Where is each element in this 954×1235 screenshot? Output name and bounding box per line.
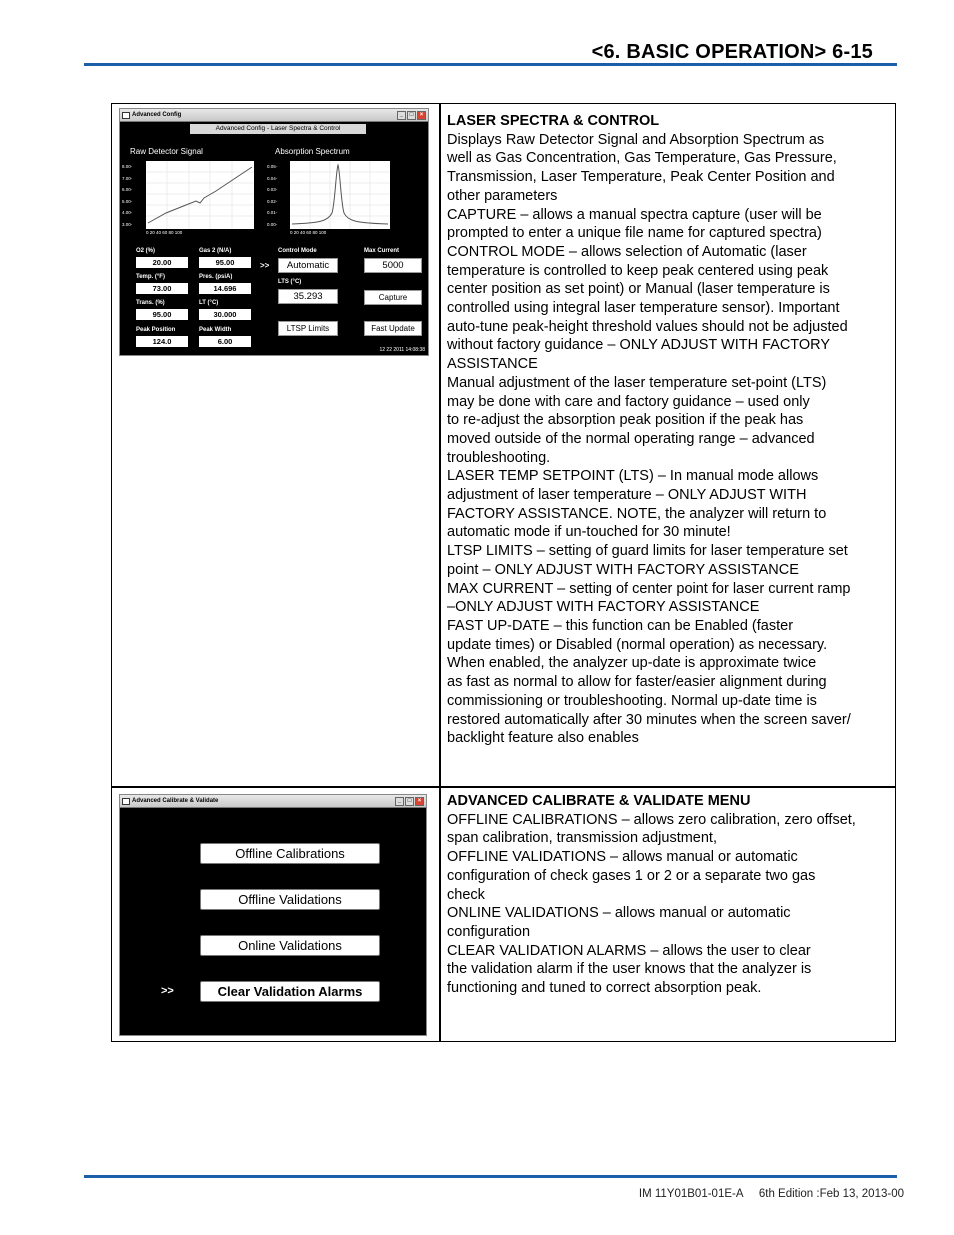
window-title: Advanced Calibrate & Validate bbox=[132, 798, 219, 804]
description-line: MAX CURRENT – setting of center point for laser current ramp bbox=[447, 580, 851, 597]
laser-spectra-screenshot bbox=[119, 108, 429, 356]
window-title: Advanced Config bbox=[132, 112, 182, 118]
app-icon bbox=[122, 112, 130, 119]
raw-ytick: 6.00- bbox=[122, 187, 133, 192]
window-titlebar bbox=[120, 795, 426, 808]
abs-ytick: 0.03- bbox=[267, 187, 278, 192]
footer-rule bbox=[84, 1175, 897, 1178]
description-line: commissioning or troubleshooting. Normal up-date time is bbox=[447, 692, 817, 709]
raw-ytick: 8.00- bbox=[122, 164, 133, 169]
description-line: ONLINE VALIDATIONS – allows manual or automatic bbox=[447, 905, 791, 922]
maximize-icon: □ bbox=[405, 797, 414, 806]
fast-update-button: Fast Update bbox=[364, 321, 422, 336]
minimize-icon: _ bbox=[395, 797, 404, 806]
abs-ytick: 0.00- bbox=[267, 221, 278, 227]
description-line: Transmission, Laser Temperature, Peak Center Position and bbox=[447, 169, 835, 186]
screen-subtitle: Advanced Config - Laser Spectra & Control bbox=[190, 124, 366, 134]
description-line: functioning and tuned to correct absorption peak. bbox=[447, 980, 762, 997]
page-header bbox=[84, 38, 897, 66]
abs-ytick: 0.05- bbox=[267, 164, 278, 169]
lts-value: 35.293 bbox=[278, 289, 338, 304]
description-line: adjustment of laser temperature – ONLY ADJUST WITH bbox=[447, 487, 807, 504]
abs-ytick: 0.01- bbox=[267, 210, 278, 215]
description-line: center position as set point) or Manual (laser temperature is bbox=[447, 281, 830, 298]
peak-width-label: Peak Width bbox=[199, 327, 232, 333]
peak-position-label: Peak Position bbox=[136, 327, 176, 333]
description-line: automatic mode if un-touched for 30 minute! bbox=[447, 524, 731, 541]
description-line: LASER TEMP SETPOINT (LTS) – In manual mode allows bbox=[447, 468, 819, 485]
description-line: Displays Raw Detector Signal and Absorption Spectrum as bbox=[447, 131, 825, 148]
section-heading: ADVANCED CALIBRATE & VALIDATE MENU bbox=[447, 793, 751, 809]
raw-ytick: 4.00- bbox=[122, 210, 133, 215]
description-line: CAPTURE – allows a manual spectra capture (user will be bbox=[447, 206, 822, 223]
o2-value: 20.00 bbox=[136, 257, 188, 268]
header-rule bbox=[84, 63, 897, 66]
description-line: controlled using integral laser temperature sensor). Important bbox=[447, 300, 840, 317]
gas2-label: Gas 2 (N/A) bbox=[199, 248, 232, 254]
description-line: restored automatically after 30 minutes when the screen saver/ bbox=[447, 711, 851, 728]
description-line: other parameters bbox=[447, 187, 558, 204]
description-line: well as Gas Concentration, Gas Temperature, Gas Pressure, bbox=[447, 150, 837, 167]
description-line: configuration bbox=[447, 923, 531, 940]
o2-label: O2 (%) bbox=[136, 248, 156, 254]
description-line: moved outside of the normal operating range – advanced bbox=[447, 430, 815, 447]
absorption-graph bbox=[290, 161, 390, 229]
lts-label: LTS (°C) bbox=[278, 279, 302, 285]
table-column-divider bbox=[439, 104, 441, 1041]
window-titlebar bbox=[120, 109, 428, 122]
pres-label: Pres. (psiA) bbox=[199, 274, 233, 280]
screen-timestamp: 12 22 2011 14:08:38 bbox=[379, 347, 425, 353]
control-mode-label: Control Mode bbox=[278, 248, 317, 254]
description-line: –ONLY ADJUST WITH FACTORY ASSISTANCE bbox=[447, 599, 760, 616]
maximize-icon: □ bbox=[407, 111, 416, 120]
app-icon bbox=[122, 798, 130, 805]
description-line: CONTROL MODE – allows selection of Automatic (laser bbox=[447, 243, 807, 260]
description-line: FACTORY ASSISTANCE. NOTE, the analyzer will return to bbox=[447, 505, 827, 522]
description-line: Manual adjustment of the laser temperature set-point (LTS) bbox=[447, 374, 827, 391]
raw-signal-line bbox=[148, 167, 252, 223]
raw-y-ticks bbox=[122, 161, 144, 230]
description-line: check bbox=[447, 886, 485, 903]
raw-x-ticks: 0 20 40 60 80 100 bbox=[146, 230, 183, 235]
description-line: troubleshooting. bbox=[447, 449, 551, 466]
description-line: FAST UP-DATE – this function can be Enabled (faster bbox=[447, 617, 794, 634]
clear-validation-alarms-button: Clear Validation Alarms bbox=[200, 981, 380, 1002]
offline-validations-button: Offline Validations bbox=[200, 889, 380, 910]
description-line: OFFLINE CALIBRATIONS – allows zero calibration, zero offset, bbox=[447, 811, 856, 828]
abs-ytick: 0.04- bbox=[267, 175, 278, 181]
window-controls bbox=[397, 111, 426, 120]
raw-ytick: 5.00- bbox=[122, 198, 133, 204]
description-line: backlight feature also enables bbox=[447, 730, 639, 747]
calibrate-validate-screenshot bbox=[119, 794, 427, 1036]
calibrate-validate-description bbox=[447, 792, 892, 998]
content-table bbox=[111, 103, 896, 1042]
raw-graph-label: Raw Detector Signal bbox=[130, 147, 203, 156]
ltsp-limits-button: LTSP Limits bbox=[278, 321, 338, 336]
selection-arrow: >> bbox=[260, 261, 270, 270]
raw-ytick: 3.00- bbox=[122, 221, 133, 227]
gas2-value: 95.00 bbox=[199, 257, 251, 268]
description-line: without factory guidance – ONLY ADJUST WITH FACTORY bbox=[447, 337, 831, 354]
description-line: LTSP LIMITS – setting of guard limits for laser temperature set bbox=[447, 543, 848, 560]
trans-label: Trans. (%) bbox=[136, 300, 165, 306]
laser-spectra-description bbox=[447, 112, 892, 748]
description-line: prompted to enter a unique file name for captured spectra) bbox=[447, 225, 822, 242]
section-heading: LASER SPECTRA & CONTROL bbox=[447, 113, 660, 129]
abs-x-ticks: 0 20 40 60 80 100 bbox=[290, 230, 327, 235]
abs-y-ticks bbox=[267, 161, 289, 230]
capture-button: Capture bbox=[364, 290, 422, 305]
description-line: as fast as normal to allow for faster/easier alignment during bbox=[447, 674, 827, 691]
description-line: point – ONLY ADJUST WITH FACTORY ASSISTANCE bbox=[447, 561, 799, 578]
description-line: may be done with care and factory guidance – used only bbox=[447, 393, 810, 410]
raw-ytick: 7.00- bbox=[122, 175, 133, 181]
raw-detector-graph bbox=[146, 161, 254, 229]
peak-position-value: 124.0 bbox=[136, 336, 188, 347]
peak-width-value: 6.00 bbox=[199, 336, 251, 347]
close-icon: × bbox=[415, 797, 424, 806]
table-row-divider bbox=[112, 786, 895, 788]
pres-value: 14.696 bbox=[199, 283, 251, 294]
minimize-icon: _ bbox=[397, 111, 406, 120]
window-controls bbox=[395, 797, 424, 806]
description-line: update times) or Disabled (normal operation) as necessary. bbox=[447, 636, 828, 653]
control-mode-value: Automatic bbox=[278, 258, 338, 273]
close-icon: × bbox=[417, 111, 426, 120]
selection-arrow: >> bbox=[161, 985, 174, 997]
abs-ytick: 0.02- bbox=[267, 198, 278, 204]
temp-label: Temp. (°F) bbox=[136, 274, 165, 280]
offline-calibrations-button: Offline Calibrations bbox=[200, 843, 380, 864]
temp-value: 73.00 bbox=[136, 283, 188, 294]
abs-graph-label: Absorption Spectrum bbox=[275, 147, 350, 156]
description-line: span calibration, transmission adjustment, bbox=[447, 830, 717, 847]
page-title: <6. BASIC OPERATION> 6-15 bbox=[591, 41, 873, 63]
description-line: When enabled, the analyzer up-date is approximate twice bbox=[447, 655, 817, 672]
description-line: OFFLINE VALIDATIONS – allows manual or automatic bbox=[447, 849, 798, 866]
lt-value: 30.000 bbox=[199, 309, 251, 320]
description-line: ASSISTANCE bbox=[447, 356, 538, 373]
trans-value: 95.00 bbox=[136, 309, 188, 320]
lt-label: LT (°C) bbox=[199, 300, 219, 306]
description-line: configuration of check gases 1 or 2 or a separate two gas bbox=[447, 867, 816, 884]
description-line: auto-tune peak-height threshold values should not be adjusted bbox=[447, 318, 848, 335]
footer-text: IM 11Y01B01-01E-A 6th Edition :Feb 13, 2013-00 bbox=[638, 1188, 904, 1200]
online-validations-button: Online Validations bbox=[200, 935, 380, 956]
description-line: the validation alarm if the user knows that the analyzer is bbox=[447, 961, 812, 978]
description-line: CLEAR VALIDATION ALARMS – allows the user to clear bbox=[447, 942, 811, 959]
description-line: to re-adjust the absorption peak position if the peak has bbox=[447, 412, 804, 429]
max-current-value: 5000 bbox=[364, 258, 422, 273]
max-current-label: Max Current bbox=[364, 248, 400, 254]
absorption-peak-line bbox=[292, 165, 388, 224]
description-line: temperature is controlled to keep peak centered using peak bbox=[447, 262, 829, 279]
